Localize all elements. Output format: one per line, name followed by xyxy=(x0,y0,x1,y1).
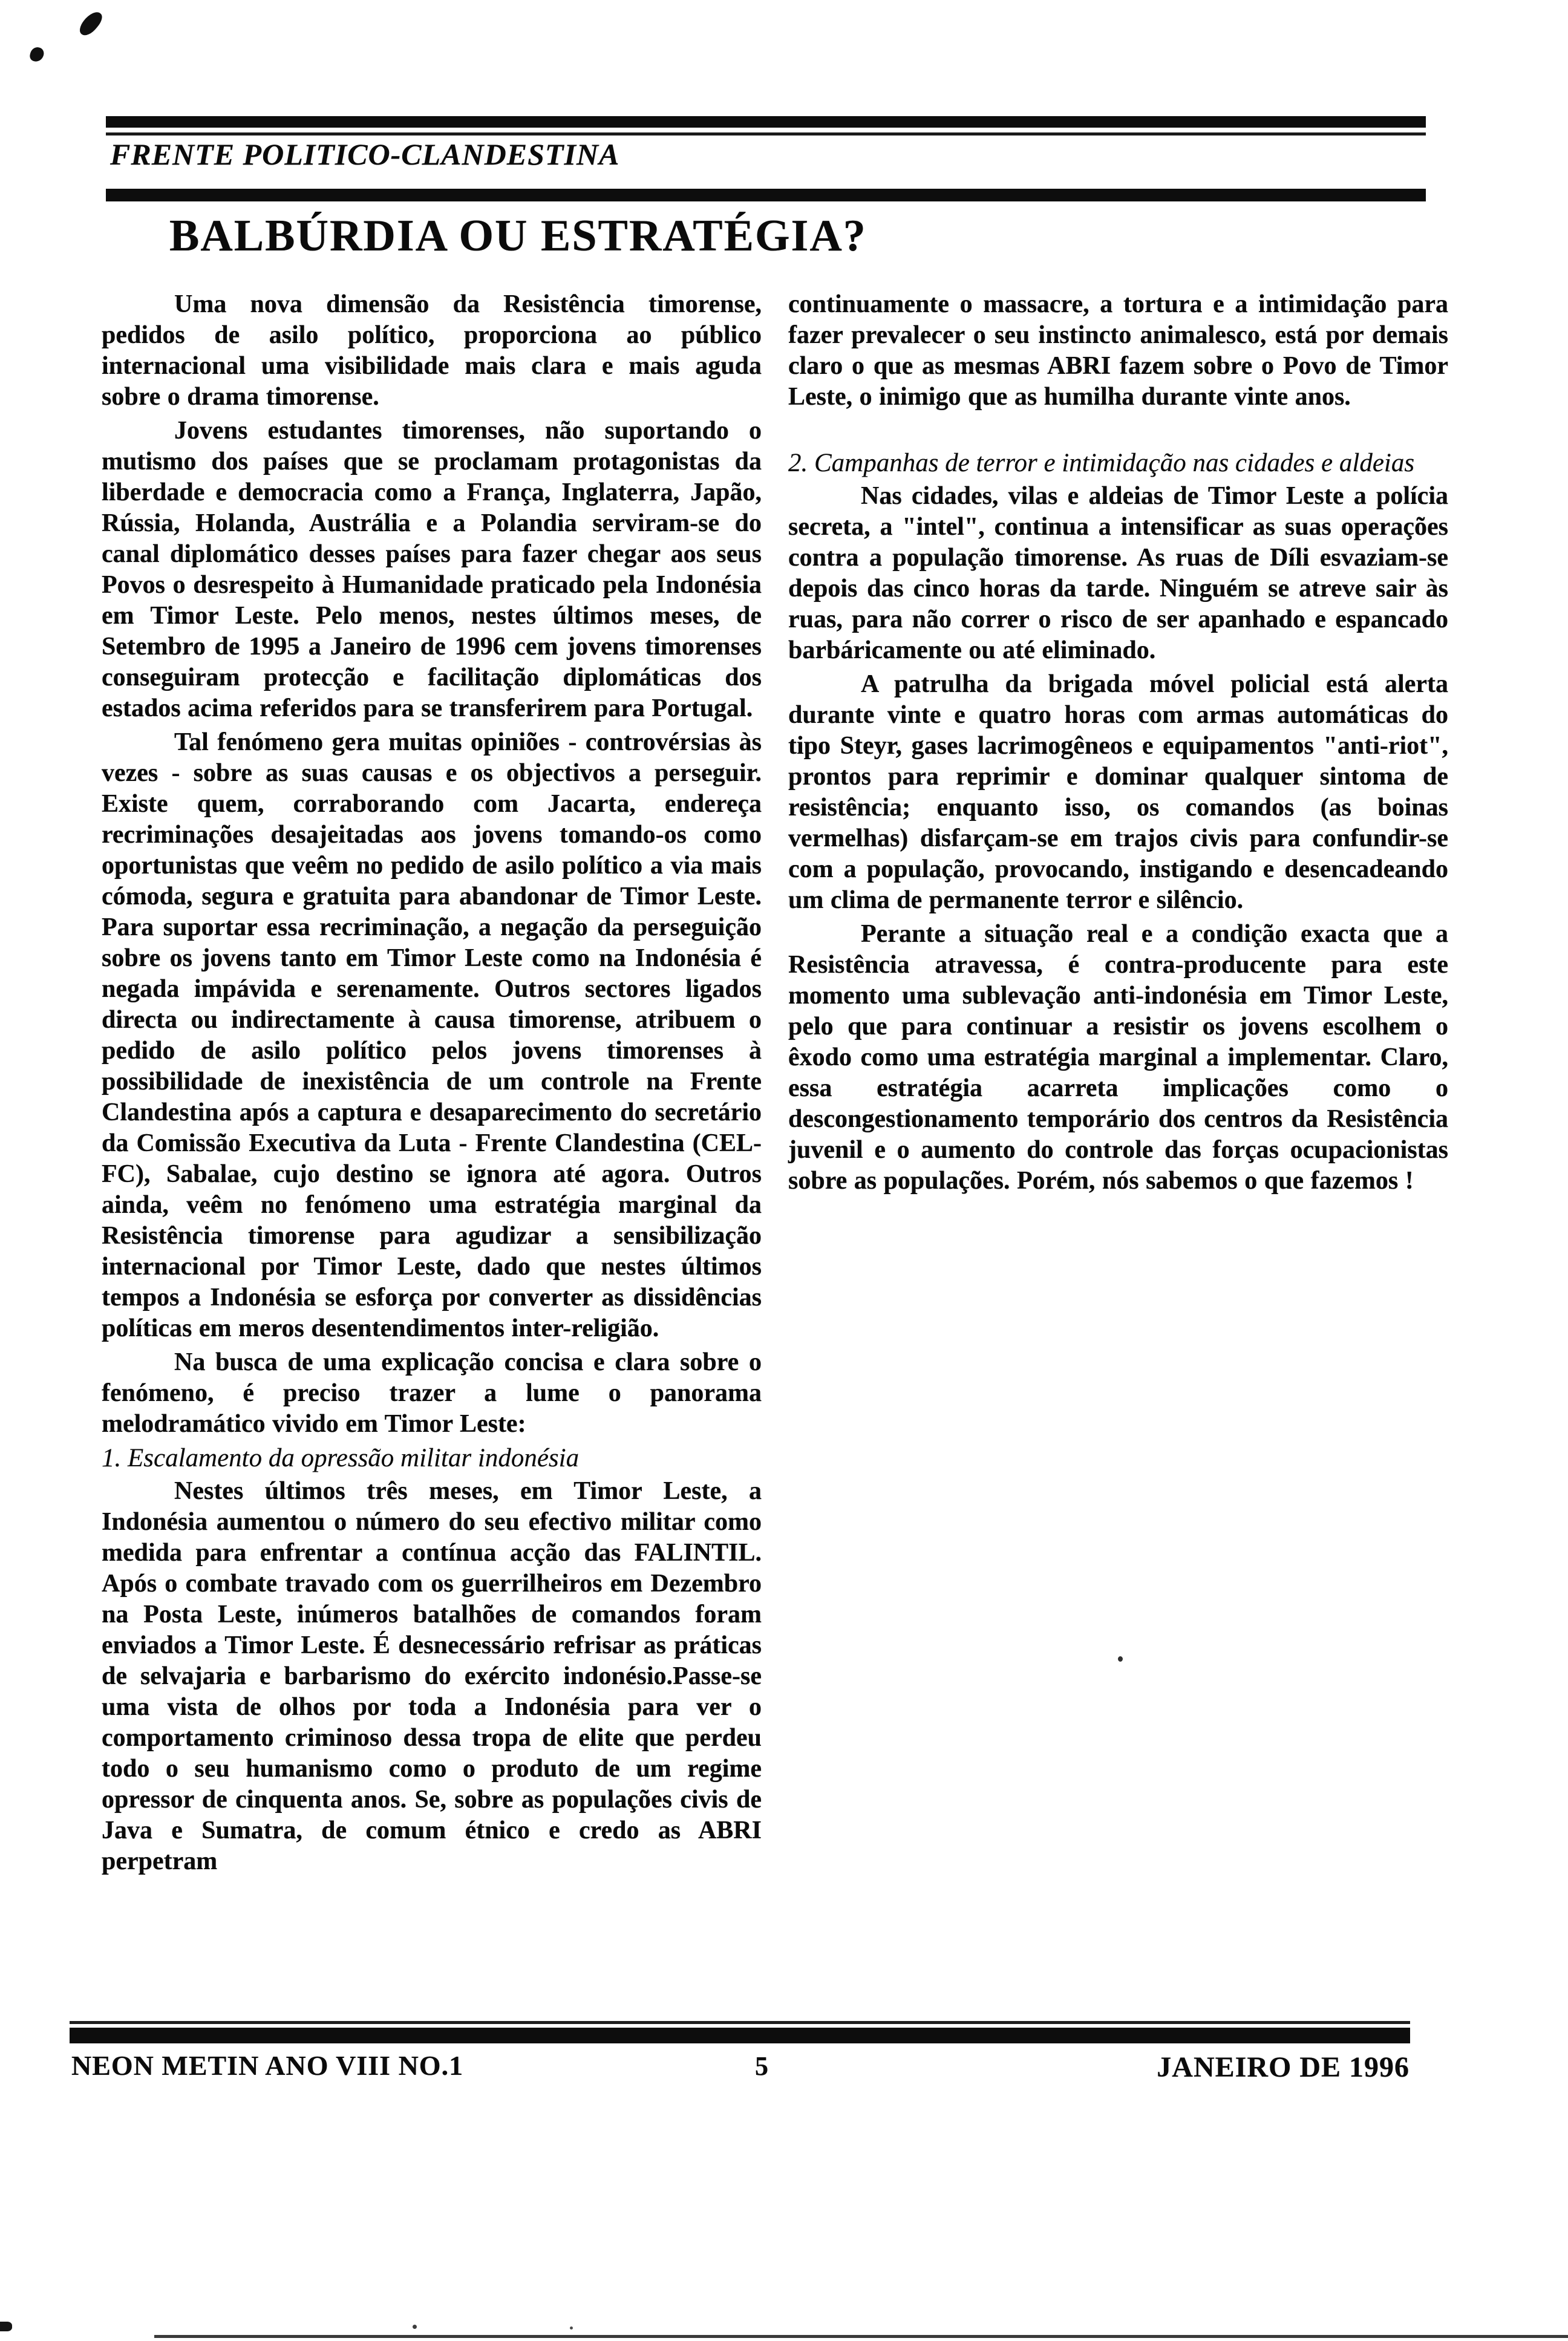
paragraph: Nestes últimos três meses, em Timor Leste, a Indonésia aumentou o número do seu efectivo militar como medida para enfrentar a contínua acção das FALINTIL. Após o combate travado com os guerrilheiros em Dezembro na Posta Leste, inúmeros batalhões de comandos foram enviados a Timor Leste. É desnecessário refrisar as práticas de selvajaria e barbarismo do exército indonésio.Passe-se uma vista de olhos por toda a Indonésia para ver o comportamento criminoso dessa tropa de elite que perdeu todo o seu humanismo como o produto de um regime opressor de cinquenta anos. Se, sobre as populações civis de Java e Sumatra, de comum étnico e credo as ABRI perpetram xyxy=(102,1477,762,1875)
ink-speck xyxy=(570,2326,573,2330)
paragraph: Na busca de uma explicação concisa e clara sobre o fenómeno, é preciso trazer a lume o panorama melodramático vivido em Timor Leste: xyxy=(102,1348,762,1438)
footer-rule-thick xyxy=(70,2028,1410,2043)
scan-edge-artifact xyxy=(0,2322,12,2331)
paragraph: Perante a situação real e a condição exacta que a Resistência atravessa, é contra-producente para este momento uma sublevação anti-indonésia em Timor Leste, pelo que para continuar a resistir os jovens escolhem o êxodo como uma estratégia marginal a implementar. Claro, essa estratégia acarreta implicações como o descongestionamento temporário dos centros da Resistência juvenil e o aumento do controle das forças ocupacionistas sobre as populações. Porém, nós sabemos o que fazemos ! xyxy=(788,920,1448,1195)
top-rule-thick xyxy=(106,116,1426,128)
paragraph: A patrulha da brigada móvel policial está alerta durante vinte e quatro horas com armas automáticas do tipo Steyr, gases lacrimogêneos e equipamentos "anti-riot", prontos para reprimir e dominar qualquer sintoma de resistência; enquanto isso, os comandos (as boinas vermelhas) disfarçam-se em trajos civis para confundir-se com a população, provocando, instigando e desencadeando um clima de permanente terror e silêncio. xyxy=(788,670,1448,914)
footer-rule-thin xyxy=(70,2021,1410,2024)
article-body xyxy=(102,289,1448,1880)
ink-speck xyxy=(76,8,105,39)
top-rule-thin xyxy=(106,132,1426,135)
paragraph-continuation: continuamente o massacre, a tortura e a intimidação para fazer prevalecer o seu instincto animalesco, está por demais claro o que as mesmas ABRI fazem sobre o Povo de Timor Leste, o inimigo que as humilha durante vinte anos. xyxy=(788,290,1448,411)
right-column xyxy=(788,289,1448,1880)
subheading-1-military-oppression: 1. Escalamento da opressão militar indonésia xyxy=(102,1444,580,1472)
paragraph: Jovens estudantes timorenses, não suportando o mutismo dos países que se proclamam protagonistas da liberdade e democracia como a França, Inglaterra, Japão, Rússia, Holanda, Austrália e a Polandia serviram-se do canal diplomático desses países para fazer chegar aos seus Povos o desrespeito à Humanidade praticado pela Indonésia em Timor Leste. Pelo menos, nestes últimos meses, de Setembro de 1995 a Janeiro de 1996 cem jovens timorenses conseguiram protecção e facilitação diplomáticas dos estados acima referidos para se transferirem para Portugal. xyxy=(102,417,762,722)
publication-name: NEON METIN ANO VIII NO.1 xyxy=(71,2050,464,2081)
ink-speck xyxy=(28,46,45,64)
section-kicker: FRENTE POLITICO-CLANDESTINA xyxy=(110,137,620,171)
issue-date: JANEIRO DE 1996 xyxy=(1157,2051,1410,2083)
paragraph: Tal fenómeno gera muitas opiniões - controvérsias às vezes - sobre as suas causas e os objectivos a perseguir. Existe quem, corraborando com Jacarta, endereça recriminações desajeitadas aos jovens tomando-os como oportunistas que veêm no pedido de asilo político a via mais cómoda, segura e gratuita para abandonar de Timor Leste. Para suportar essa recriminação, a negação da perseguição sobre os jovens tanto em Timor Leste como na Indonésia é negada impávida e serenamente. Outros sectores ligados directa ou indirectamente à causa timorense, atribuem o pedido de asilo político pelos jovens timorenses à possibilidade de inexistência de um controle na Frente Clandestina após a captura e desaparecimento do secretário da Comissão Executiva da Luta - Frente Clandestina (CEL-FC), Sabalae, cujo destino se ignora até agora. Outros ainda, veêm no fenómeno uma estratégia marginal da Resistência timorense para agudizar a sensibilização internacional por Timor Leste, dado que nestes últimos tempos a Indonésia se esforça por converter as dissidências políticas em meros desentendimentos inter-religião. xyxy=(102,728,762,1342)
subheading-2-terror-campaigns: 2. Campanhas de terror e intimidação nas cidades e aldeias xyxy=(788,449,1415,477)
ink-speck xyxy=(413,2325,417,2329)
kicker-underline-rule xyxy=(106,189,1426,201)
paragraph: Uma nova dimensão da Resistência timorense, pedidos de asilo político, proporciona ao público internacional uma visibilidade mais clara e mais aguda sobre o drama timorense. xyxy=(102,290,762,411)
article-title: BALBÚRDIA OU ESTRATÉGIA? xyxy=(169,211,867,261)
scan-bottom-line xyxy=(154,2335,1568,2338)
page-number: 5 xyxy=(755,2051,768,2081)
paragraph: Nas cidades, vilas e aldeias de Timor Leste a polícia secreta, a "intel", continua a intensificar as suas operações contra a população timorense. As ruas de Díli esvaziam-se depois das cinco horas da tarde. Ninguém se atreve sair às ruas, para não correr o risco de ser apanhado e espancado barbáricamente ou até eliminado. xyxy=(788,482,1448,664)
left-column xyxy=(102,289,762,1880)
